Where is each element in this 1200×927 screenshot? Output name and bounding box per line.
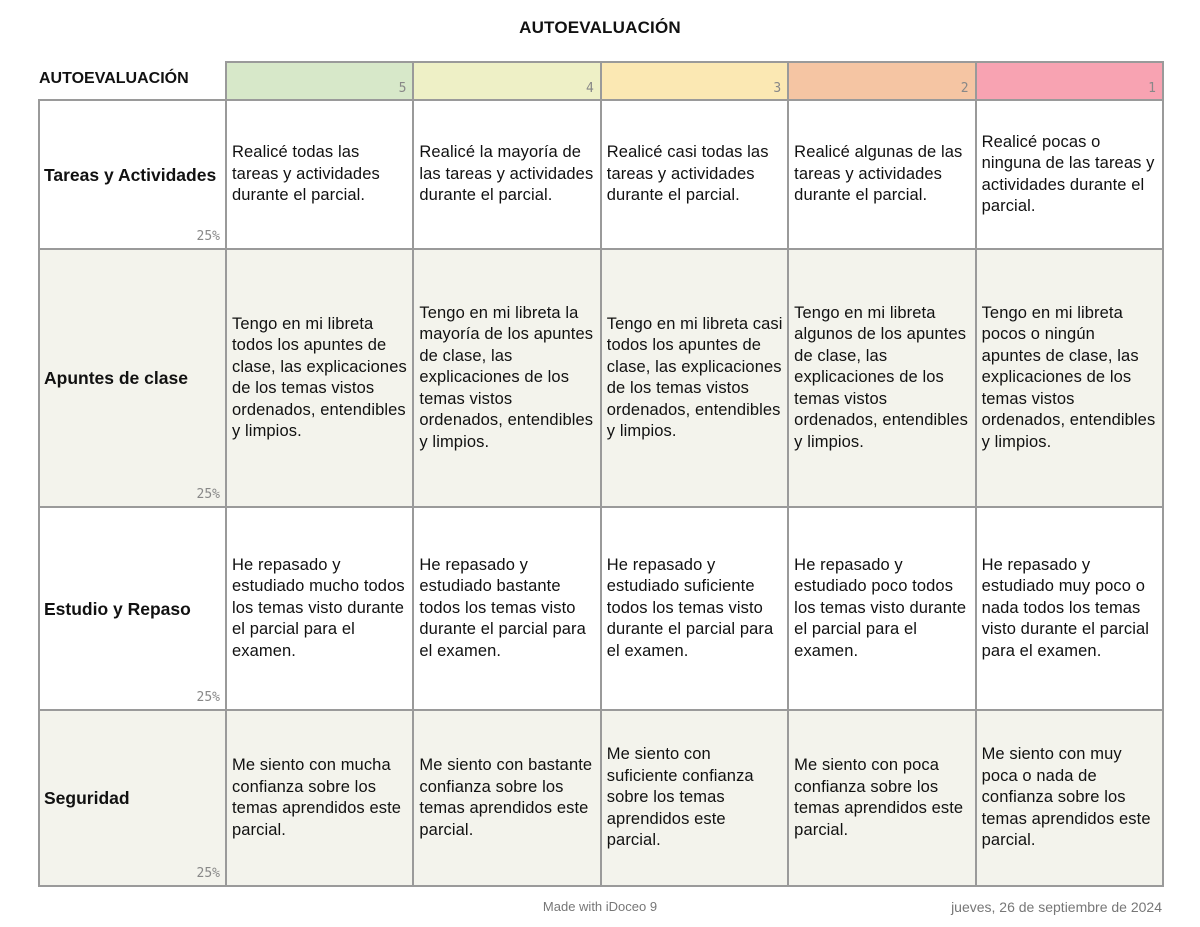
level-header-1: 1 bbox=[976, 62, 1163, 100]
descriptor-cell: Realicé la mayoría de las tareas y actividades durante el parcial. bbox=[413, 100, 600, 249]
criterion-name: Apuntes de clase bbox=[44, 368, 188, 388]
level-header-5: 5 bbox=[226, 62, 413, 100]
page-title: AUTOEVALUACIÓN bbox=[519, 18, 681, 37]
footer-made-with: Made with iDoceo 9 bbox=[542, 899, 658, 914]
criterion-name: Tareas y Actividades bbox=[44, 164, 217, 185]
descriptor-cell: Realicé algunas de las tareas y actividades durante el parcial. bbox=[788, 100, 975, 249]
descriptor-cell: Tengo en mi libreta casi todos los apuntes de clase, las explicaciones de los temas vistos ordenados, entendibles y limpios. bbox=[601, 249, 788, 507]
criterion-cell bbox=[39, 507, 226, 710]
criterion-name: Estudio y Repaso bbox=[44, 598, 191, 619]
criterion-cell bbox=[39, 710, 226, 886]
descriptor-cell: Me siento con muy poca o nada de confianza sobre los temas aprendidos este parcial. bbox=[976, 710, 1163, 886]
level-header-3: 3 bbox=[601, 62, 788, 100]
descriptor-cell: Me siento con suficiente confianza sobre los temas aprendidos este parcial. bbox=[601, 710, 788, 886]
criterion-name: Seguridad bbox=[44, 788, 130, 808]
rubric-corner-label: AUTOEVALUACIÓN bbox=[39, 62, 226, 100]
descriptor-cell: Me siento con mucha confianza sobre los temas aprendidos este parcial. bbox=[226, 710, 413, 886]
criterion-row-apuntes bbox=[39, 249, 1163, 507]
descriptor-cell: Tengo en mi libreta algunos de los apuntes de clase, las explicaciones de los temas vistos ordenados, entendibles y limpios. bbox=[788, 249, 975, 507]
descriptor-cell: Tengo en mi libreta todos los apuntes de clase, las explicaciones de los temas vistos ordenados, entendibles y limpios. bbox=[226, 249, 413, 507]
criterion-row-estudio bbox=[39, 507, 1163, 710]
criterion-weight: 25% bbox=[196, 229, 220, 244]
level-header-row bbox=[39, 62, 1163, 100]
criterion-weight: 25% bbox=[196, 866, 220, 881]
criterion-cell bbox=[39, 100, 226, 249]
level-header-2: 2 bbox=[788, 62, 975, 100]
descriptor-cell: Tengo en mi libreta pocos o ningún apuntes de clase, las explicaciones de los temas vistos ordenados, entendibles y limpios. bbox=[976, 249, 1163, 507]
descriptor-cell: Realicé casi todas las tareas y actividades durante el parcial. bbox=[601, 100, 788, 249]
descriptor-cell: Realicé pocas o ninguna de las tareas y actividades durante el parcial. bbox=[976, 100, 1163, 249]
criterion-weight: 25% bbox=[196, 690, 220, 705]
descriptor-cell: He repasado y estudiado muy poco o nada todos los temas visto durante el parcial para el examen. bbox=[976, 507, 1163, 710]
descriptor-cell: Realicé todas las tareas y actividades durante el parcial. bbox=[226, 100, 413, 249]
criterion-row-tareas bbox=[39, 100, 1163, 249]
descriptor-cell: Tengo en mi libreta la mayoría de los apuntes de clase, las explicaciones de los temas vistos ordenados, entendibles y limpios. bbox=[413, 249, 600, 507]
footer-date: jueves, 26 de septiembre de 2024 bbox=[951, 899, 1162, 915]
descriptor-cell: Me siento con bastante confianza sobre los temas aprendidos este parcial. bbox=[413, 710, 600, 886]
descriptor-cell: He repasado y estudiado suficiente todos los temas visto durante el parcial para el examen. bbox=[601, 507, 788, 710]
descriptor-cell: Me siento con poca confianza sobre los temas aprendidos este parcial. bbox=[788, 710, 975, 886]
descriptor-cell: He repasado y estudiado mucho todos los temas visto durante el parcial para el examen. bbox=[226, 507, 413, 710]
descriptor-cell: He repasado y estudiado poco todos los temas visto durante el parcial para el examen. bbox=[788, 507, 975, 710]
level-header-4: 4 bbox=[413, 62, 600, 100]
rubric-table bbox=[38, 61, 1164, 887]
criterion-weight: 25% bbox=[196, 487, 220, 502]
criterion-row-seguridad bbox=[39, 710, 1163, 886]
criterion-cell bbox=[39, 249, 226, 507]
descriptor-cell: He repasado y estudiado bastante todos los temas visto durante el parcial para el examen. bbox=[413, 507, 600, 710]
